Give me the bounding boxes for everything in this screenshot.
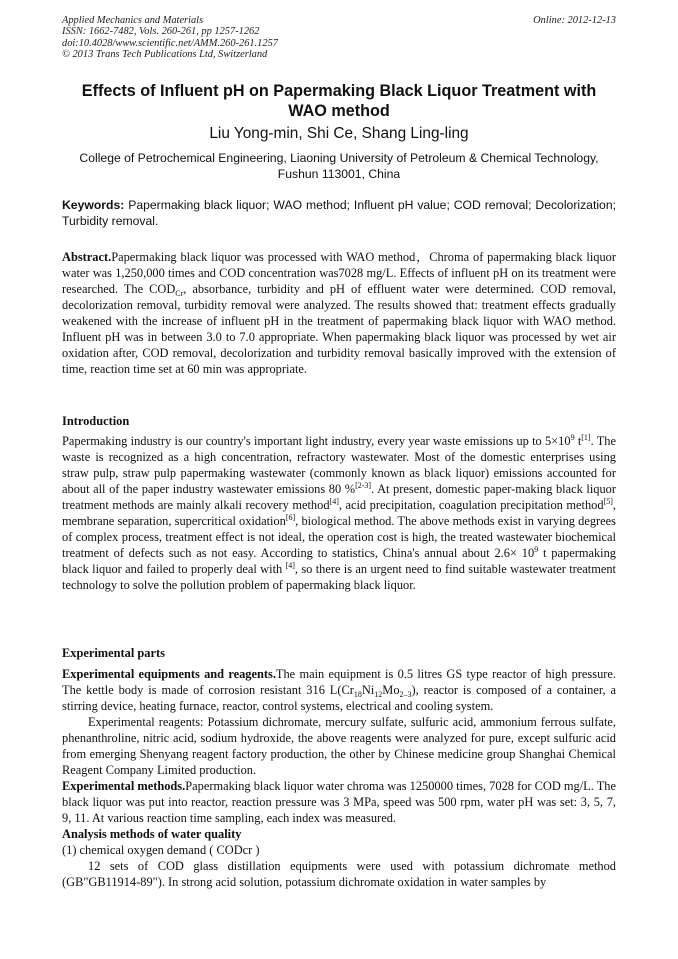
intro-text-7: , biological method. The above methods exist in varying degrees of complex process, treatment effect is not ideal, the operation cost is high, the treated wastewater biochemical treatment of defects such as not easy. According to statistics, China's annual about 2.6× 10	[62, 514, 616, 560]
journal-copyright: © 2013 Trans Tech Publications Ltd, Switzerland	[62, 48, 268, 60]
affiliation-line-1: College of Petrochemical Engineering, Liaoning University of Petroleum & Chemical Technology,	[79, 151, 599, 165]
keywords-text: Papermaking black liquor; WAO method; Influent pH value; COD removal; Decolorization; Turbidity removal.	[62, 198, 616, 228]
experimental-heading: Experimental parts	[62, 646, 165, 660]
abstract-label: Abstract.	[62, 250, 112, 264]
equipment-text-2: Ni	[361, 683, 375, 697]
intro-text-4: . At present, domestic paper-making black liquor treatment methods are mainly alkali recovery method	[62, 482, 616, 512]
analysis-heading	[62, 826, 616, 842]
paper-title: Effects of Influent pH on Papermaking Black Liquor Treatment with WAO method	[81, 82, 597, 120]
methods-label: Experimental methods.	[62, 779, 186, 793]
cod-paragraph: 12 sets of COD glass distillation equipments were used with potassium dichromate method (GB"GB11914-89"). In strong acid solution, potassium dichromate oxidation in water samples by	[62, 859, 616, 889]
keywords-label: Keywords:	[62, 198, 125, 212]
cod-item: (1) chemical oxygen demand ( CODcr )	[62, 843, 260, 857]
methods-text: Papermaking black liquor water chroma was 1250000 times, 7028 for COD mg/L. The black liquor was put into reactor, reaction pressure was 3 MPa, speed was 500 rpm, water pH was set: 3, 5, 7, 9, 11. At various reaction time sampling, each index was measured.	[62, 779, 616, 825]
intro-citation-6: [6]	[285, 513, 296, 522]
intro-citation-4b: [4]	[285, 561, 295, 570]
equipment-text-4: ), reactor is composed of a container, a stirring device, heating furnace, reactor, control systems, electrical and cooling system.	[62, 683, 616, 713]
equipment-text-3: Mo	[382, 683, 400, 697]
reagents-paragraph: Experimental reagents: Potassium dichromate, mercury sulfate, sulfuric acid, ammonium ferrous sulfate, phenanthroline, nitric acid, sodium hydroxide, the above reagents were analyzed for pure, except sulfuric acid from emerging Shenyang reagent factory production, the other by Chinese medicine group Shanghai Chemical Reagent Company Limited production.	[62, 715, 616, 777]
author-affiliation	[62, 150, 616, 182]
intro-text-3: . The waste is recognized as a high concentration, refractory wastewater. Most of the domestic enterprises using straw pulp, straw pulp papermaking wastewater (commonly known as black liquor) emissions accounted for about all of the paper industry wastewater emissions 80 %	[62, 434, 616, 496]
methods-paragraph	[62, 778, 616, 826]
introduction-heading: Introduction	[62, 414, 130, 428]
intro-citation-5: [5]	[603, 497, 613, 506]
equipment-sub-1: 18	[353, 690, 362, 699]
paper-authors: Liu Yong-min, Shi Ce, Shang Ling-ling	[209, 125, 469, 142]
journal-issn: ISSN: 1662-7482, Vols. 260-261, pp 1257-1262	[62, 26, 260, 38]
journal-name: Applied Mechanics and Materials	[62, 15, 204, 26]
abstract-sub: Cr	[175, 289, 184, 298]
intro-text-6: , membrane separation, supercritical oxidation	[62, 498, 616, 528]
abstract	[62, 249, 616, 377]
intro-sup-2: 9	[534, 545, 539, 554]
equipment-sub-2: 12	[374, 690, 383, 699]
analysis-heading-text: Analysis methods of water quality	[62, 827, 242, 841]
intro-text-2: t	[574, 434, 582, 448]
online-date: Online: 2012-12-13	[533, 15, 616, 26]
equipment-sub-3: 2–3	[399, 690, 412, 699]
intro-text-1: Papermaking industry is our country's important light industry, every year waste emissions up to 5×10	[62, 434, 571, 448]
abstract-text-2: , absorbance, turbidity and pH of effluent water were determined. COD removal, decolorization removal, turbidity removal were analyzed. The results showed that: treatment effects gradually weakened with the increase of influent pH in the treatment of papermaking black liquor with WAO method. Influent pH was in between 3.0 to 7.0 appropriate. When papermaking black liquor was processed by wet air oxidation after, COD removal, decolorization and turbidity removal basically improved with the extension of time, reaction time set at 60 min was appropriate.	[62, 282, 616, 376]
intro-sup-1: 9	[570, 433, 575, 442]
abstract-paragraph	[62, 249, 616, 377]
introduction-paragraph	[62, 433, 616, 593]
equipment-paragraph	[62, 666, 616, 714]
intro-text-5: , acid precipitation, coagulation precipitation method	[338, 498, 604, 512]
affiliation-line-2: Fushun 113001, China	[277, 167, 401, 181]
equipment-label: Experimental equipments and reagents.	[62, 667, 276, 681]
intro-citation-2-3: [2-3]	[355, 481, 372, 490]
intro-text-9: , so there is an urgent need to find suitable wastewater treatment technology to solve the pollution problem of papermaking black liquor.	[62, 562, 616, 592]
journal-header	[62, 15, 616, 60]
keywords	[62, 197, 616, 229]
introduction-body	[62, 433, 616, 593]
experimental-body	[62, 666, 616, 890]
intro-citation-4: [4]	[329, 497, 339, 506]
equipment-text-1: The main equipment is 0.5 litres GS type reactor of high pressure. The kettle body is made of corrosion resistant 316 L(Cr	[62, 667, 616, 697]
intro-citation-1: [1]	[581, 433, 591, 442]
intro-text-8: t papermaking black liquor and failed to properly deal with	[62, 546, 616, 576]
abstract-text-1: Papermaking black liquor was processed with WAO method，Chroma of papermaking black liquor water was 1,250,000 times and COD concentration was7028 mg/L. Effects of influent pH on its treatment were researched. The COD	[62, 250, 616, 296]
journal-doi: doi:10.4028/www.scientific.net/AMM.260-261.1257	[62, 37, 278, 49]
